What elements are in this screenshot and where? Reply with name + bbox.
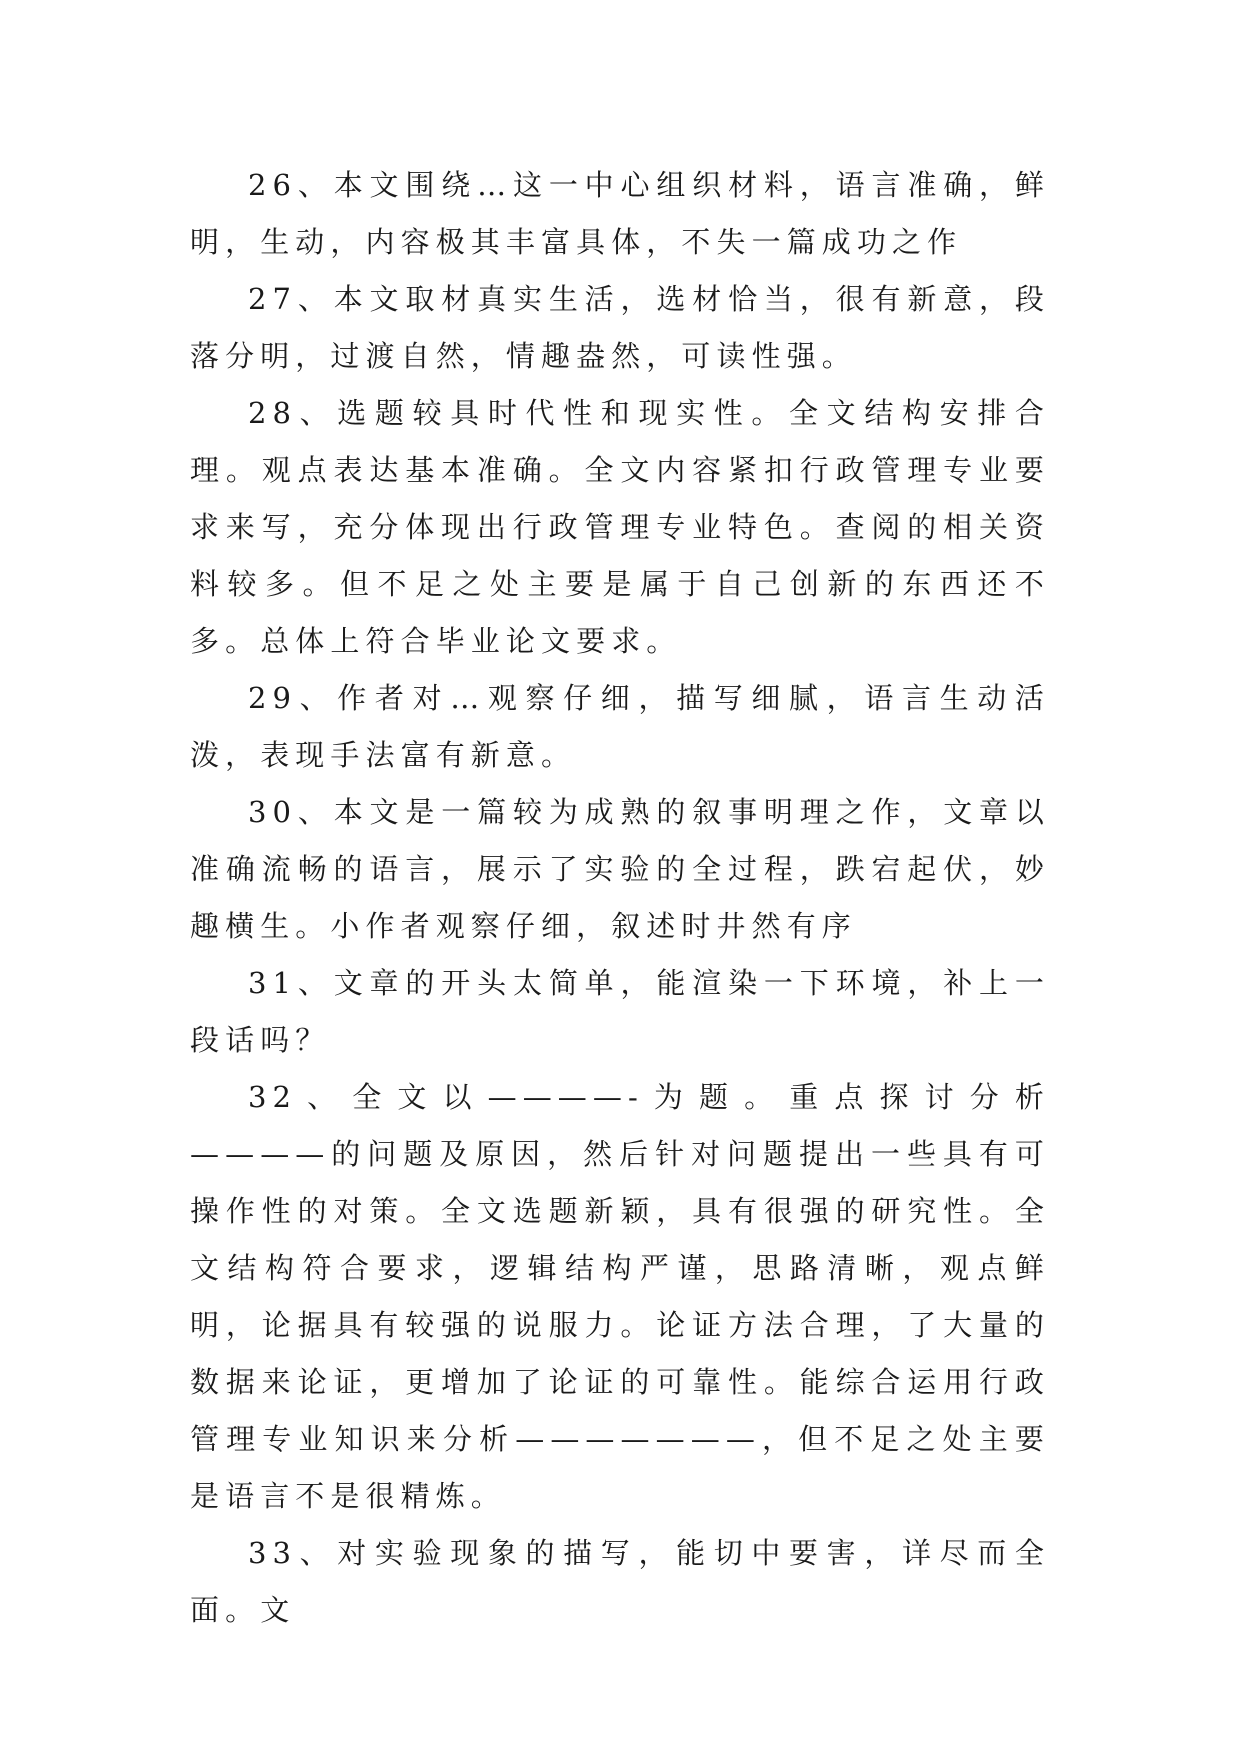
- paragraph-33: 33、对实验现象的描写，能切中要害，详尽而全面。文: [190, 1536, 1050, 1627]
- paragraph-30: 30、本文是一篇较为成熟的叙事明理之作，文章以准确流畅的语言，展示了实验的全过程，跌宕起伏，妙趣横生。小作者观察仔细，叙述时井然有序: [190, 795, 1050, 943]
- paragraph-28: 28、选题较具时代性和现实性。全文结构安排合理。观点表达基本准确。全文内容紧扣行政管理专业要求来写，充分体现出行政管理专业特色。查阅的相关资料较多。但不足之处主要是属于自己创新的东西还不多。总体上符合毕业论文要求。: [190, 396, 1050, 658]
- paragraph-32: 32、全文以————-为题。重点探讨分析————的问题及原因，然后针对问题提出一些具有可操作性的对策。全文选题新颖，具有很强的研究性。全文结构符合要求，逻辑结构严谨，思路清晰，观点鲜明，论据具有较强的说服力。论证方法合理，了大量的数据来论证，更增加了论证的可靠性。能综合运用行政管理专业知识来分析———————，但不足之处主要是语言不是很精炼。: [190, 1080, 1050, 1513]
- paragraph-29: 29、作者对…观察仔细，描写细腻，语言生动活泼，表现手法富有新意。: [190, 681, 1050, 772]
- document-body: [190, 157, 1050, 1639]
- paragraph-31: 31、文章的开头太简单，能渲染一下环境，补上一段话吗？: [190, 966, 1050, 1057]
- paragraph-26: 26、本文围绕…这一中心组织材料，语言准确，鲜明，生动，内容极其丰富具体，不失一篇成功之作: [190, 168, 1050, 259]
- paragraph-27: 27、本文取材真实生活，选材恰当，很有新意，段落分明，过渡自然，情趣盎然，可读性强。: [190, 282, 1050, 373]
